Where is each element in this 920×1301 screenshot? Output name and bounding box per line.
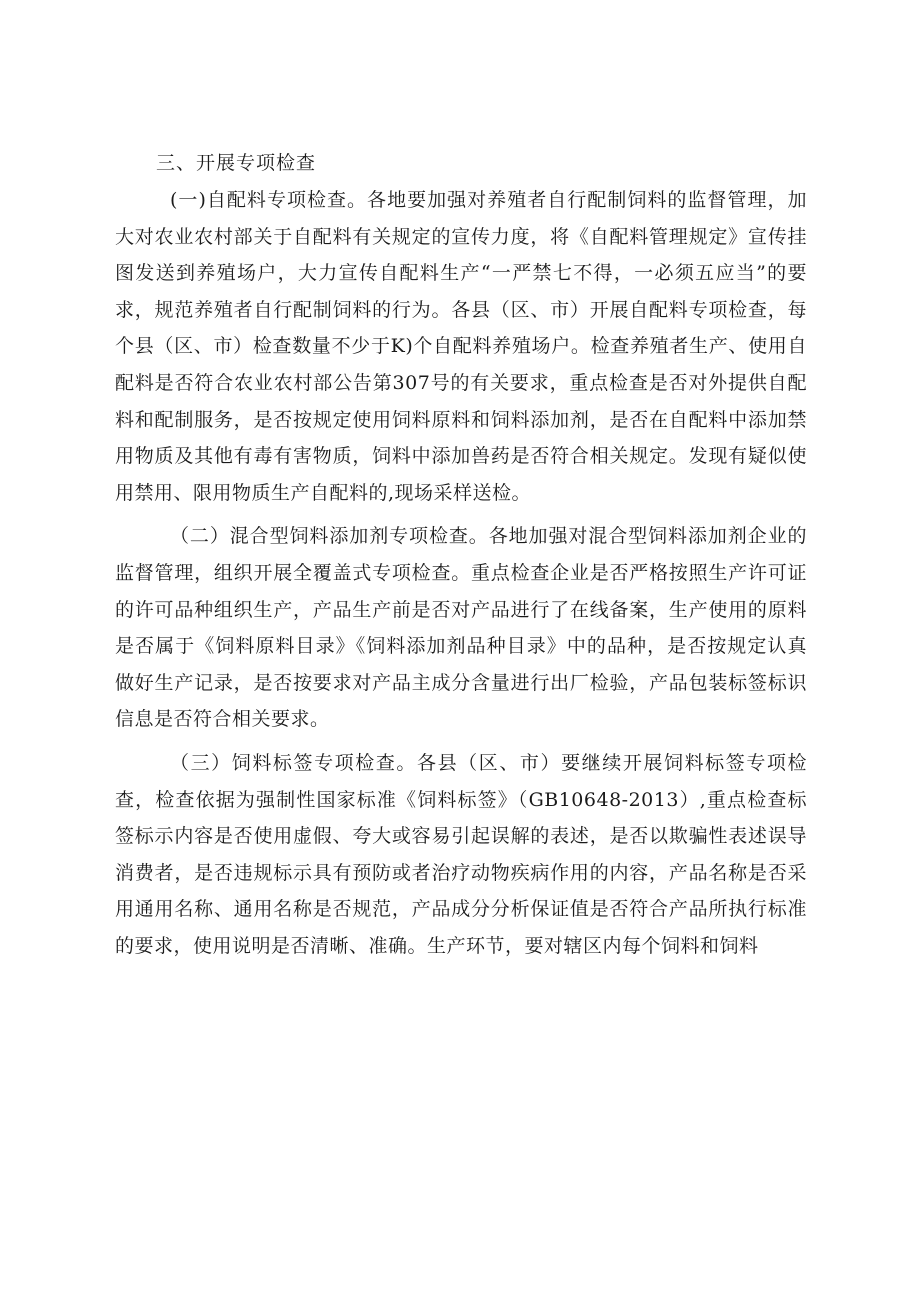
paragraph-mixed-feed-additive: （二）混合型饲料添加剂专项检查。各地加强对混合型饲料添加剂企业的监督管理，组织开展全覆盖式专项检查。重点检查企业是否严格按照生产许可证的许可品种组织生产，产品生产前是否对产品进行了在线备案，生产使用的原料是否属于《饲料原料目录》《饲料添加剂品种目录》中的品种，是否按规定认真做好生产记录，是否按要求对产品主成分含量进行出厂检验，产品包装标签标识信息是否符合相关要求。 <box>115 525 807 731</box>
document-body <box>115 148 807 971</box>
paragraph-feed-label: （三）饲料标签专项检查。各县（区、市）要继续开展饲料标签专项检查，检查依据为强制性国家标准《饲料标签》（GB10648-2013）,重点检查标签标示内容是否使用虚假、夸大或容易引起误解的表述，是否以欺骗性表述误导消费者，是否违规标示具有预防或者治疗动物疾病作用的内容，产品名称是否采用通用名称、通用名称是否规范，产品成分分析保证值是否符合产品所执行标准的要求，使用说明是否清晰、准确。生产环节，要对辖区内每个饲料和饲料 <box>115 751 807 957</box>
section-heading: 三、开展专项检查 <box>156 152 317 174</box>
paragraph-self-formulated-feed: (一)自配料专项检查。各地要加强对养殖者自行配制饲料的监督管理，加大对农业农村部关于自配料有关规定的宣传力度，将《自配料管理规定》宣传挂图发送到养殖场户，大力宣传自配料生产“一严禁七不得，一必须五应当”的要求，规范养殖者自行配制饲料的行为。各县（区、市）开展自配料专项检查，每个县（区、市）检查数量不少于K)个自配料养殖场户。检查养殖者生产、使用自配料是否符合农业农村部公告第307号的有关要求，重点检查是否对外提供自配料和配制服务，是否按规定使用饲料原料和饲料添加剂，是否在自配料中添加禁用物质及其他有毒有害物质，饲料中添加兽药是否符合相关规定。发现有疑似使用禁用、限用物质生产自配料的,现场采样送检。 <box>115 189 807 504</box>
